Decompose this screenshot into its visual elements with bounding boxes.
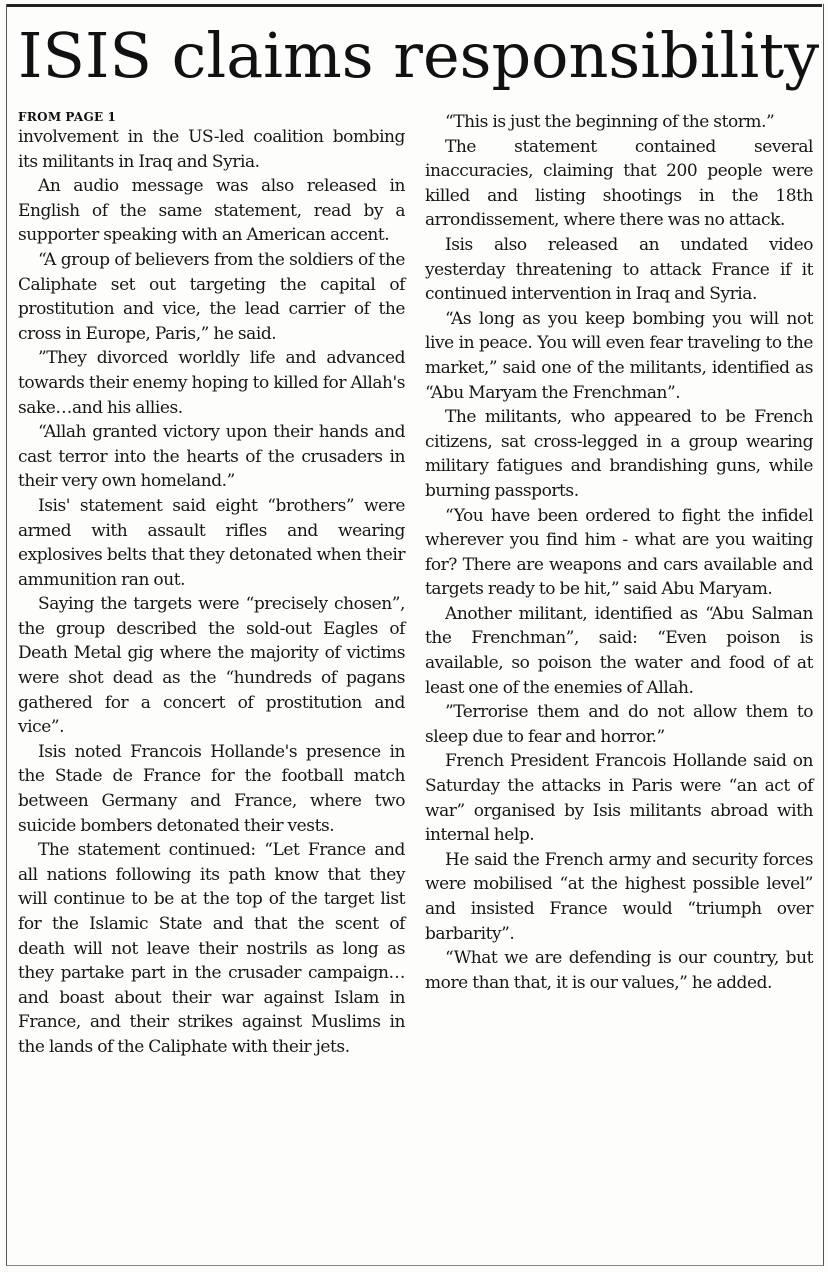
paragraph: “This is just the beginning of the storm.” <box>445 112 775 132</box>
paragraph: He said the French army and security forces were mobilised “at the highest possible level” and insisted France would “triumph over barbarity”. <box>425 849 813 944</box>
paragraph: ”Terrorise them and do not allow them to sleep due to fear and horror.” <box>425 702 813 747</box>
paragraph: An audio message was also released in English of the same statement, read by a supporter speaking with an American accent. <box>18 176 405 246</box>
paragraph: “As long as you keep bombing you will not live in peace. You will even fear traveling to the market,” said one of the militants, identified as “Abu Maryam the Frenchman”. <box>425 308 813 403</box>
article-columns <box>18 110 813 1060</box>
paragraph: Saying the targets were “precisely chosen”, the group described the sold-out Eagles of Death Metal gig where the majority of victims were shot dead as the “hundreds of pagans gathered for a concert of prostitution and vice”. <box>18 594 405 738</box>
paragraph: The statement continued: “Let France and all nations following its path know that they will continue to be at the top of the target list for the Islamic State and that the scent of death will not leave their nostrils as long as they partake part in the crusader campaign…and boast about their war against Islam in France, and their strikes against Muslims in the lands of the Caliphate with their jets. <box>18 840 405 1057</box>
paragraph: French President Francois Hollande said on Saturday the attacks in Paris were “an act of war” organised by Isis militants abroad with internal help. <box>425 751 813 846</box>
paragraph: “Allah granted victory upon their hands and cast terror into the hearts of the crusaders in their very own homeland.” <box>18 422 405 492</box>
paragraph: The statement contained several inaccuracies, claiming that 200 people were killed and listing shootings in the 18th arrondissement, where there was no attack. <box>425 136 813 231</box>
left-column <box>18 110 405 1060</box>
jump-line: FROM PAGE 1 <box>18 110 117 124</box>
paragraph: Isis' statement said eight “brothers” were armed with assault rifles and wearing explosives belts that they detonated when their ammunition ran out. <box>18 495 405 590</box>
right-column <box>425 110 813 1060</box>
paragraph: ”They divorced worldly life and advanced towards their enemy hoping to killed for Allah's sake…and his allies. <box>18 348 405 418</box>
paragraph: The militants, who appeared to be French citizens, sat cross-legged in a group wearing military fatigues and brandishing guns, while burning passports. <box>425 407 813 501</box>
headline: ISIS claims responsibility <box>18 19 820 92</box>
paragraph: Isis also released an undated video yesterday threatening to attack France if it continued intervention in Iraq and Syria. <box>425 234 813 305</box>
paragraph: Isis noted Francois Hollande's presence in the Stade de France for the football match between Germany and France, where two suicide bombers detonated their vests. <box>18 741 405 836</box>
paragraph: “You have been ordered to fight the infidel wherever you find him - what are you waiting for? There are weapons and cars available and targets ready to be hit,” said Abu Maryam. <box>425 505 813 600</box>
paragraph: “What we are defending is our country, but more than that, it is our values,” he added. <box>425 948 813 993</box>
paragraph: involvement in the US-led coalition bombing its militants in Iraq and Syria. <box>18 127 405 172</box>
paragraph: Another militant, identified as “Abu Salman the Frenchman”, said: “Even poison is available, so poison the water and food of at least one of the enemies of Allah. <box>425 603 813 698</box>
paragraph: “A group of believers from the soldiers of the Caliphate set out targeting the capital of prostitution and vice, the lead carrier of the cross in Europe, Paris,” he said. <box>18 249 405 344</box>
